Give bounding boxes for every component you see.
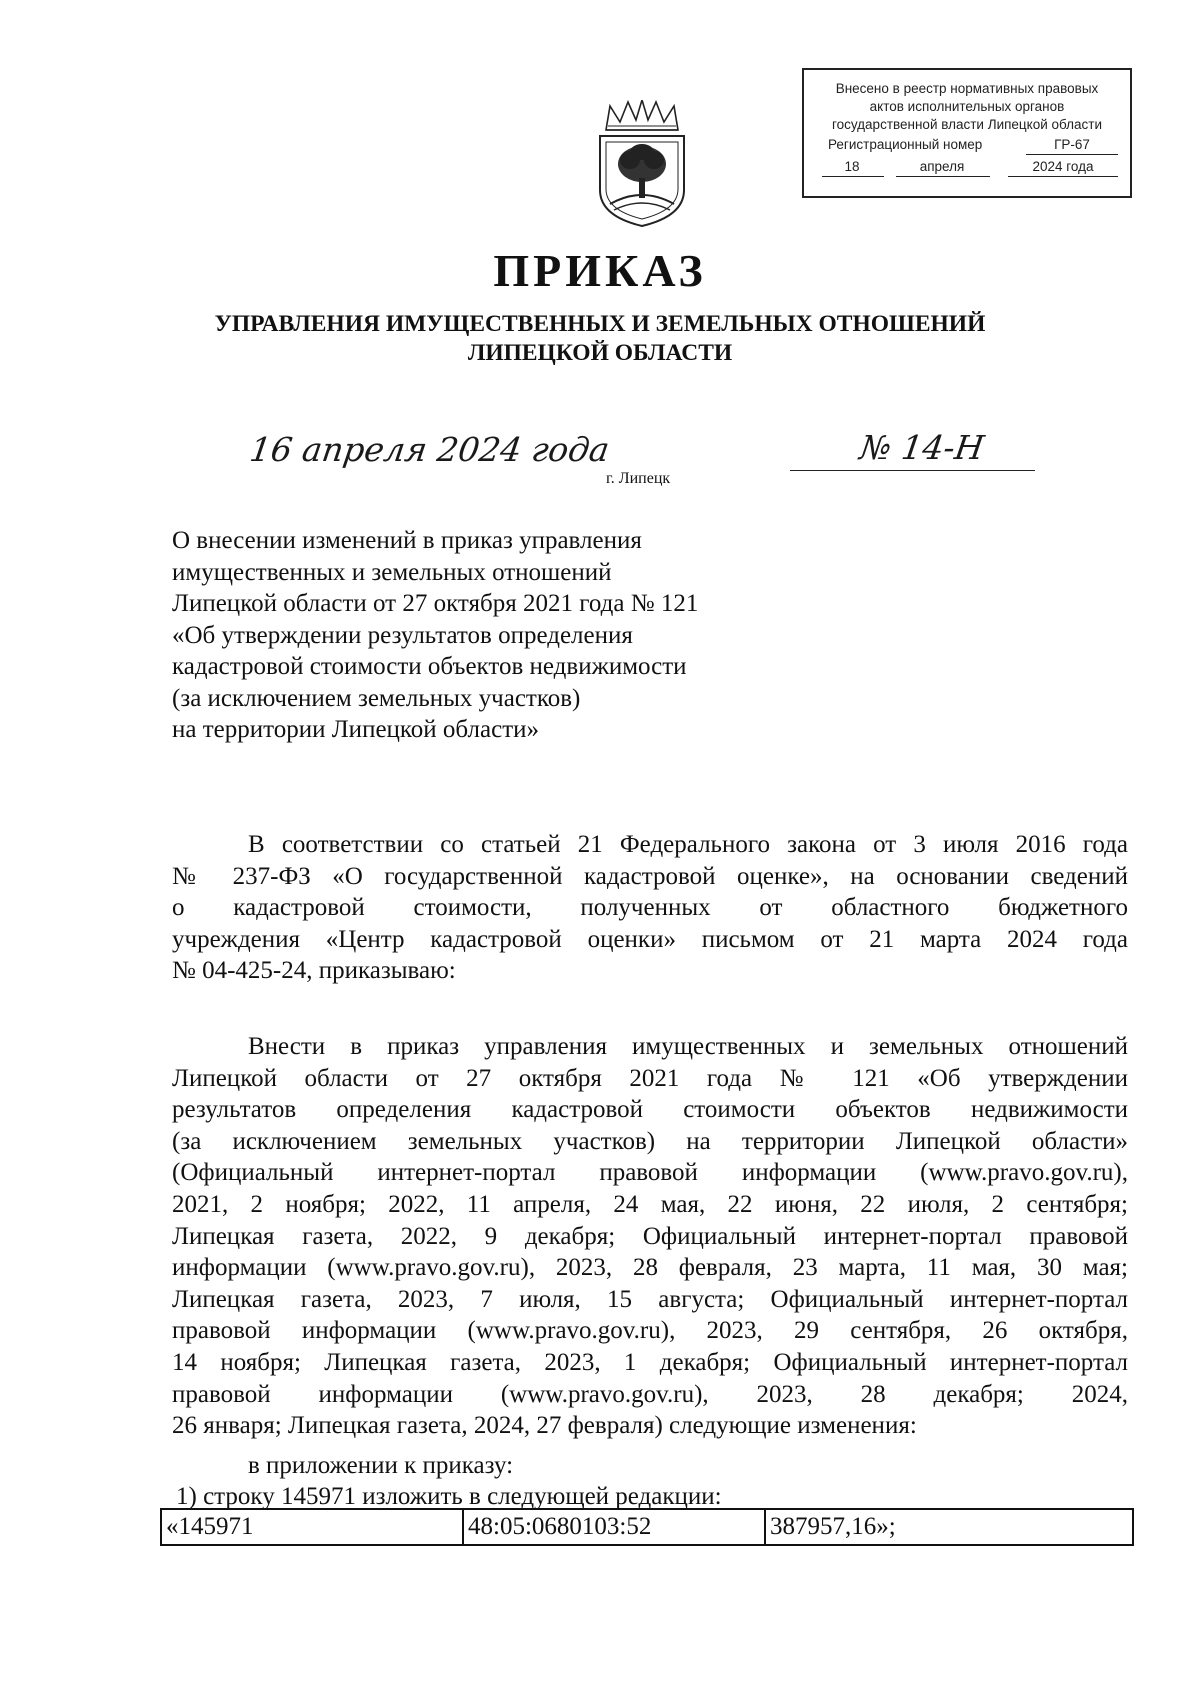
order-line: (Официальный интернет-портал правовой информации (www.pravo.gov.ru), <box>172 1159 1128 1187</box>
order-paragraph <box>172 1031 1128 1442</box>
handwritten-date: 16 апреля 2024 года <box>247 430 612 469</box>
cadastral-value-cell: 387957,16»; <box>765 1509 1133 1545</box>
table-row <box>161 1509 1133 1545</box>
document-type-heading: ПРИКАЗ <box>493 245 707 296</box>
number-underline <box>790 470 1035 471</box>
order-subject <box>172 525 872 746</box>
preamble-line: о кадастровой стоимости, полученных от областного бюджетного <box>172 894 1128 922</box>
preamble-line: учреждения «Центр кадастровой оценки» письмом от 21 марта 2024 года <box>172 925 1128 953</box>
stamp-day-underline <box>822 176 884 177</box>
subject-line: Липецкой области от 27 октября 2021 года № 121 <box>172 590 699 617</box>
subject-line: «Об утверждении результатов определения <box>172 621 633 649</box>
replacement-row-table <box>160 1508 1134 1546</box>
stamp-reg-number: ГР-67 <box>1054 137 1090 152</box>
item-1: 1) строку 145971 изложить в следующей редакции: <box>176 1483 722 1510</box>
subject-line: (за исключением земельных участков) <box>172 684 581 712</box>
preamble-paragraph <box>172 829 1128 987</box>
stamp-year: 2024 года <box>1032 159 1094 174</box>
order-line: 14 ноября; Липецкая газета, 2023, 1 декабря; Официальный интернет-портал <box>172 1348 1128 1376</box>
stamp-year-underline <box>1008 176 1118 177</box>
stamp-reg-underline <box>1026 154 1118 155</box>
issuer-line-1: УПРАВЛЕНИЯ ИМУЩЕСТВЕННЫХ И ЗЕМЕЛЬНЫХ ОТНОШЕНИЙ <box>214 311 986 337</box>
stamp-line-1: Внесено в реестр нормативных правовых <box>835 81 1099 96</box>
cadastral-number-cell: 48:05:0680103:52 <box>463 1509 765 1545</box>
subject-line: О внесении изменений в приказ управления <box>172 527 642 554</box>
order-line: Липецкая газета, 2022, 9 декабря; Официальный интернет-портал правовой <box>172 1222 1128 1250</box>
registry-stamp <box>802 68 1132 198</box>
order-line: 26 января; Липецкая газета, 2024, 27 февраля) следующие изменения: <box>172 1412 917 1440</box>
order-line: (за исключением земельных участков) на территории Липецкой области» <box>172 1127 1128 1155</box>
order-line: правовой информации (www.pravo.gov.ru), 2023, 28 декабря; 2024, <box>172 1380 1128 1408</box>
stamp-day: 18 <box>844 159 860 174</box>
order-line: результатов определения кадастровой стоимости объектов недвижимости <box>172 1096 1128 1124</box>
preamble-line: № 237-ФЗ «О государственной кадастровой оценке», на основании сведений <box>172 862 1128 890</box>
issuer-line-2: ЛИПЕЦКОЙ ОБЛАСТИ <box>467 340 733 366</box>
handwritten-number: № 14-Н <box>857 428 987 467</box>
subject-line: на территории Липецкой области» <box>172 716 539 743</box>
order-line: Липецкая газета, 2023, 7 июля, 15 августа; Официальный интернет-портал <box>172 1285 1128 1313</box>
order-line: Внести в приказ управления имущественных и земельных отношений <box>248 1033 1128 1060</box>
row-number-cell: «145971 <box>161 1509 463 1545</box>
city-label: г. Липецк <box>606 470 671 487</box>
stamp-month: апреля <box>919 159 965 174</box>
issuer-heading <box>0 310 1200 368</box>
order-line: 2021, 2 ноября; 2022, 11 апреля, 24 мая, 22 июня, 22 июля, 2 сентября; <box>172 1190 1128 1218</box>
preamble-line: № 04-425-24, приказываю: <box>172 957 456 985</box>
lipetsk-coat-of-arms-icon <box>590 100 694 228</box>
stamp-line-2: актов исполнительных органов <box>869 99 1065 114</box>
preamble-line: В соответствии со статьей 21 Федерального закона от 3 июля 2016 года <box>248 831 1128 858</box>
subject-line: имущественных и земельных отношений <box>172 558 612 586</box>
appendix-intro: в приложении к приказу: <box>248 1452 514 1479</box>
order-line: правовой информации (www.pravo.gov.ru), 2023, 29 сентября, 26 октября, <box>172 1317 1128 1345</box>
stamp-line-3: государственной власти Липецкой области <box>831 117 1103 132</box>
subject-line: кадастровой стоимости объектов недвижимости <box>172 653 687 680</box>
order-line: информации (www.pravo.gov.ru), 2023, 28 февраля, 23 марта, 11 мая, 30 мая; <box>172 1254 1128 1282</box>
order-line: Липецкой области от 27 октября 2021 года № 121 «Об утверждении <box>172 1064 1128 1092</box>
stamp-month-underline <box>896 176 990 177</box>
stamp-reg-label: Регистрационный номер <box>828 137 983 152</box>
